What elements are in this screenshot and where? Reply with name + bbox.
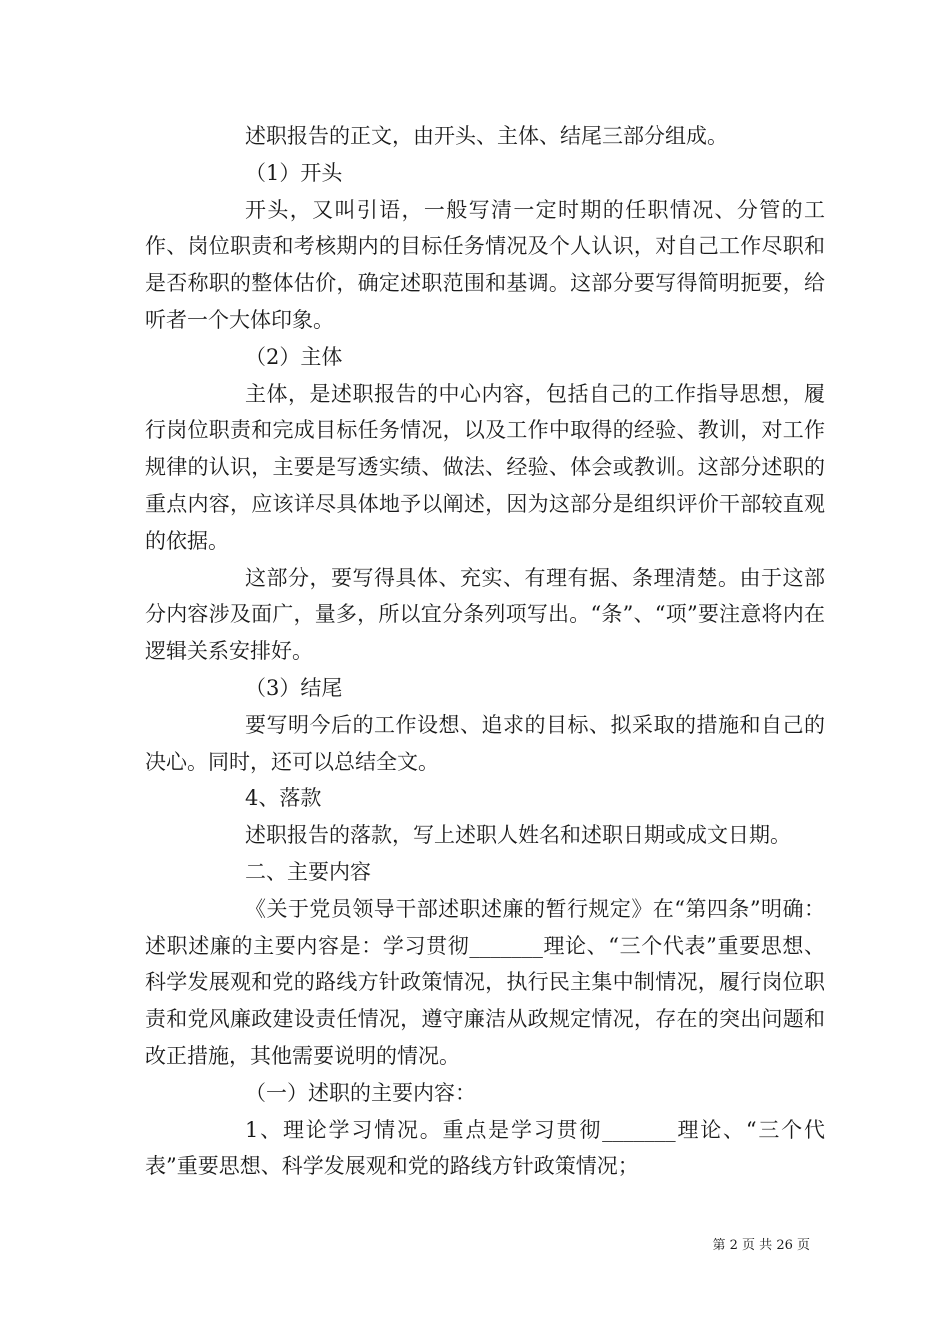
paragraph-opening: 开头，又叫引语，一般写清一定时期的任职情况、分管的工作、岗位职责和考核期内的目标任务情况及个人认识，对自己工作尽职和是否称职的整体估价，确定述职范围和基调。这部分要写得简明扼要，给听者一个大体印象。 — [145, 197, 825, 332]
heading-report-content: （一）述职的主要内容： — [245, 1080, 476, 1105]
paragraph-ending: 要写明今后的工作设想、追求的目标、拟采取的措施和自己的决心。同时，还可以总结全文。 — [145, 712, 825, 774]
paragraph-theory-study: 1、理论学习情况。重点是学习贯彻_______理论、“三个代表”重要思想、科学发展观和党的路线方针政策情况； — [145, 1117, 825, 1179]
paragraph-main-body: 主体，是述职报告的中心内容，包括自己的工作指导思想，履行岗位职责和完成目标任务情况，以及工作中取得的经验、教训，对工作规律的认识，主要是写透实绩、做法、经验、体会或教训。这部分述职的重点内容，应该详尽具体地予以阐述，因为这部分是组织评价干部较直观的依据。 — [145, 381, 825, 553]
heading-opening: （1）开头 — [245, 160, 343, 185]
paragraph-signature: 述职报告的落款，写上述职人姓名和述职日期或成文日期。 — [245, 823, 791, 848]
page-number-footer: 第 2 页 共 26 页 — [712, 1238, 810, 1253]
heading-main-content: 二、主要内容 — [245, 859, 371, 884]
paragraph-regulation: 《关于党员领导干部述职述廉的暂行规定》在“第四条”明确：述职述廉的主要内容是：学习贯彻_______理论、“三个代表”重要思想、科学发展观和党的路线方针政策情况，执行民主集中制情况，履行岗位职责和党风廉政建设责任情况，遵守廉洁从政规定情况，存在的突出问题和改正措施，其他需要说明的情况。 — [145, 896, 825, 1068]
heading-main-body: （2）主体 — [245, 344, 343, 369]
paragraph-main-body-details: 这部分，要写得具体、充实、有理有据、条理清楚。由于这部分内容涉及面广，量多，所以宜分条列项写出。“条”、“项”要注意将内在逻辑关系安排好。 — [145, 565, 825, 664]
document-body — [145, 118, 825, 1185]
paragraph-intro: 述职报告的正文，由开头、主体、结尾三部分组成。 — [245, 124, 728, 148]
heading-ending: （3）结尾 — [245, 675, 343, 700]
heading-signature: 4、落款 — [245, 786, 322, 811]
